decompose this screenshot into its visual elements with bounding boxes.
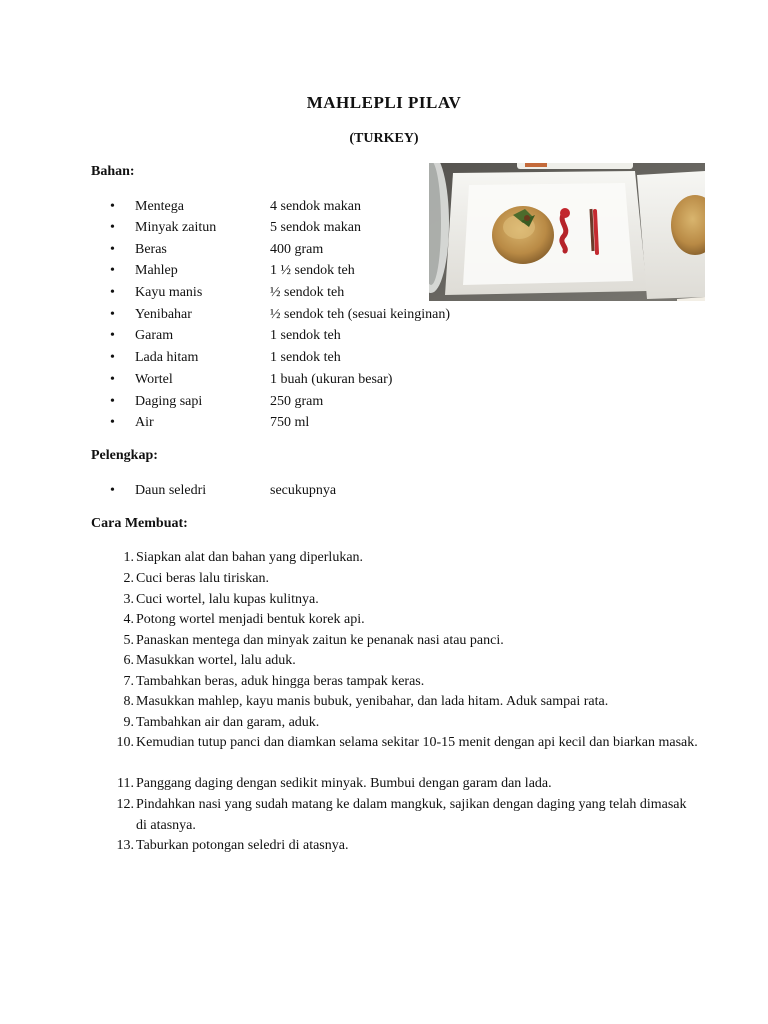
step-number: 11.	[117, 776, 134, 791]
step-number: 4.	[123, 612, 134, 627]
method-step	[108, 651, 698, 672]
method-step	[108, 548, 698, 569]
bullet-icon: •	[110, 220, 115, 235]
dish-photo	[429, 163, 705, 301]
ingredient-quantity: 750 ml	[270, 415, 310, 430]
step-text: Cuci wortel, lalu kupas kulitnya.	[136, 592, 319, 607]
method-step	[108, 836, 698, 857]
method-heading: Cara Membuat:	[91, 516, 188, 531]
ingredient-quantity: ½ sendok teh (sesuai keinginan)	[270, 307, 451, 322]
ingredient-name: Lada hitam	[135, 350, 199, 365]
method-step	[108, 774, 698, 795]
ingredient-name: Daging sapi	[135, 394, 203, 409]
ingredients-heading: Bahan:	[91, 164, 135, 179]
ingredient-quantity: ½ sendok teh	[270, 285, 345, 300]
bullet-icon: •	[110, 328, 115, 343]
ingredient-name: Air	[135, 415, 154, 430]
bullet-icon: •	[110, 285, 115, 300]
bullet-icon: •	[110, 242, 115, 257]
method-step	[108, 631, 698, 652]
ingredient-quantity: 1 ½ sendok teh	[270, 263, 355, 278]
recipe-origin: (TURKEY)	[349, 131, 419, 146]
method-step	[108, 590, 698, 611]
method-step	[108, 610, 698, 631]
step-number: 13.	[116, 838, 134, 853]
ingredient-name: Kayu manis	[135, 285, 203, 300]
step-text: Tambahkan beras, aduk hingga beras tampak keras.	[136, 674, 425, 689]
step-number: 12.	[116, 797, 134, 812]
step-number: 1.	[123, 550, 134, 565]
bullet-icon: •	[110, 350, 115, 365]
ingredient-quantity: 1 sendok teh	[270, 350, 341, 365]
garnish-quantity: secukupnya	[270, 483, 337, 498]
step-text: Masukkan mahlep, kayu manis bubuk, yenibahar, dan lada hitam. Aduk sampai rata.	[136, 694, 609, 709]
ingredient-quantity: 250 gram	[270, 394, 324, 409]
step-text: Siapkan alat dan bahan yang diperlukan.	[136, 550, 364, 565]
step-text: Potong wortel menjadi bentuk korek api.	[136, 612, 365, 627]
step-text: Kemudian tutup panci dan diamkan selama sekitar 10-15 menit dengan api kecil dan biarkan masak.	[136, 735, 698, 750]
step-number: 8.	[123, 694, 134, 709]
garnish-heading: Pelengkap:	[91, 448, 158, 463]
bullet-icon: •	[110, 483, 115, 498]
ingredient-quantity: 1 sendok teh	[270, 328, 341, 343]
step-number: 7.	[123, 674, 134, 689]
ingredient-quantity: 400 gram	[270, 242, 324, 257]
step-text: Panggang daging dengan sedikit minyak. Bumbui dengan garam dan lada.	[136, 776, 552, 791]
step-text: Masukkan wortel, lalu aduk.	[136, 653, 296, 668]
bullet-icon: •	[110, 415, 115, 430]
step-text: Panaskan mentega dan minyak zaitun ke penanak nasi atau panci.	[136, 633, 504, 648]
method-step	[108, 795, 698, 837]
step-number: 9.	[123, 715, 134, 730]
step-number: 10.	[116, 735, 134, 750]
bullet-icon: •	[110, 199, 115, 214]
step-text: Taburkan potongan seledri di atasnya.	[136, 838, 349, 853]
ingredient-name: Wortel	[135, 372, 173, 387]
bullet-icon: •	[110, 394, 115, 409]
step-text: Pindahkan nasi yang sudah matang ke dalam mangkuk, sajikan dengan daging yang telah dimasak di atasnya.	[136, 797, 687, 833]
ingredient-quantity: 4 sendok makan	[270, 199, 361, 214]
ingredient-name: Yenibahar	[135, 307, 192, 322]
step-text: Cuci beras lalu tiriskan.	[136, 571, 269, 586]
ingredient-name: Garam	[135, 328, 174, 343]
step-number: 5.	[123, 633, 134, 648]
ingredient-quantity: 1 buah (ukuran besar)	[270, 372, 393, 387]
ingredient-name: Mentega	[135, 199, 184, 214]
method-step	[108, 713, 698, 734]
ingredient-name: Mahlep	[135, 263, 178, 278]
step-number: 6.	[123, 653, 134, 668]
ingredient-quantity: 5 sendok makan	[270, 220, 361, 235]
method-step	[108, 569, 698, 590]
bullet-icon: •	[110, 372, 115, 387]
bullet-icon: •	[110, 307, 115, 322]
garnish-name: Daun seledri	[135, 483, 207, 498]
step-number: 3.	[123, 592, 134, 607]
step-number: 2.	[123, 571, 134, 586]
method-step	[108, 733, 698, 754]
step-text: Tambahkan air dan garam, aduk.	[136, 715, 320, 730]
method-step	[108, 672, 698, 693]
bullet-icon: •	[110, 263, 115, 278]
ingredient-name: Beras	[135, 242, 167, 257]
method-step	[108, 692, 698, 713]
recipe-title: MAHLEPLI PILAV	[306, 93, 462, 112]
ingredient-name: Minyak zaitun	[135, 220, 217, 235]
